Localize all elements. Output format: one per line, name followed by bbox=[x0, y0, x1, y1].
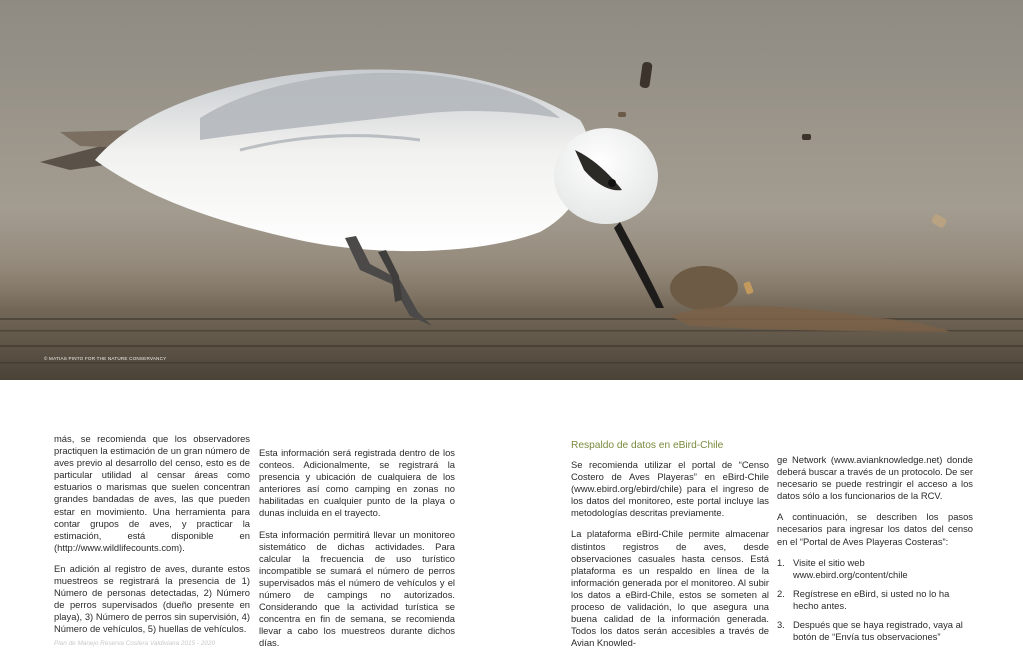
paragraph: La plataforma eBird-Chile permite almacenar distintos registros de aves, desde observaciones casuales hasta censos. Está plataforma es un respaldo en línea de la información generada por el monitoreo. Al subir los datos a eBird-Chile, estos se someten al proceso de validación, lo que asegura una buena calidad de la información generada. Todos los datos serán accesibles a través de Avian Knowled- bbox=[571, 528, 769, 649]
text-column-4 bbox=[777, 454, 973, 650]
text-column-3 bbox=[571, 439, 769, 658]
step-number: 3. bbox=[777, 619, 785, 631]
step-item bbox=[777, 557, 973, 581]
section-heading: Respaldo de datos en eBird-Chile bbox=[571, 440, 724, 451]
step-item bbox=[777, 619, 973, 643]
paragraph: más, se recomienda que los observadores practiquen la estimación de un gran número de aves previo al desarrollo del censo, esto es de particular utilidad al censar áreas como estuarios o marismas que suelen concentran grandes bandadas de aves, las que pueden estar en movimiento. Una herramienta para contar grupos de aves, y practicar la estimación, está disponible en (http://www.wildlifecounts.com). bbox=[54, 433, 250, 553]
paragraph: Se recomienda utilizar el portal de “Censo Costero de Aves Playeras” en eBird-Chile (www.ebird.org/ebird/chile) para el ingreso de los datos del monitoreo, este portal incluye las metodologías descritas previamente. bbox=[571, 459, 769, 519]
steps-list bbox=[777, 557, 973, 644]
text-column-1 bbox=[54, 433, 250, 645]
paragraph: Esta información permitirá llevar un monitoreo sistemático de dichas actividades. Para calcular la frecuencia de uso turístico incompatible se sumará el número de perros supervisados más el número de vehículos y el número de campings no autorizados. Considerando que la actividad turística se concentra en fin de semana, se recomienda llevar a cabo los muestreos durante dichos días. bbox=[259, 528, 455, 649]
text-column-2 bbox=[259, 447, 455, 659]
step-text: Regístrese en eBird, si usted no lo ha hecho antes. bbox=[793, 587, 950, 611]
step-text: Visite el sitio web www.ebird.org/content/chile bbox=[793, 556, 908, 580]
step-number: 2. bbox=[777, 587, 785, 599]
paragraph: En adición al registro de aves, durante estos muestreos se registrará la presencia de 1) Número de personas detectadas, 2) Número de perros supervisados (dueño presente en playa), 3) Número de perros sin supervisión, 4) Número de vehículos, 5) huellas de vehículos. bbox=[54, 562, 250, 635]
step-text: Después que se haya registrado, vaya al botón de “Envía tus observaciones” bbox=[793, 619, 963, 643]
paragraph: Esta información será registrada dentro de los conteos. Adicionalmente, se registrará la presencia y ubicación de cualquiera de los anteriores así como camping en zonas no habilitadas en cualquier punto de la playa o dunas incluida en el trayecto. bbox=[259, 447, 455, 519]
paragraph: ge Network (www.avianknowledge.net) donde deberá buscar a través de un protocolo. De ser necesario se puede restringir el acceso a los datos sólo a los funcionarios de la RCV. bbox=[777, 454, 973, 502]
page-footer: Plan de Manejo Reserva Costera Valdiviana 2015 - 2020 bbox=[54, 640, 216, 647]
photo-credit: © MATIAS PINTO FOR THE NATURE CONSERVANCY bbox=[44, 356, 167, 361]
step-number: 1. bbox=[777, 556, 785, 568]
step-item bbox=[777, 588, 973, 612]
paragraph: A continuación, se describen los pasos necesarios para ingresar los datos del censo en el “Portal de Aves Playeras Costeras”: bbox=[777, 511, 973, 547]
